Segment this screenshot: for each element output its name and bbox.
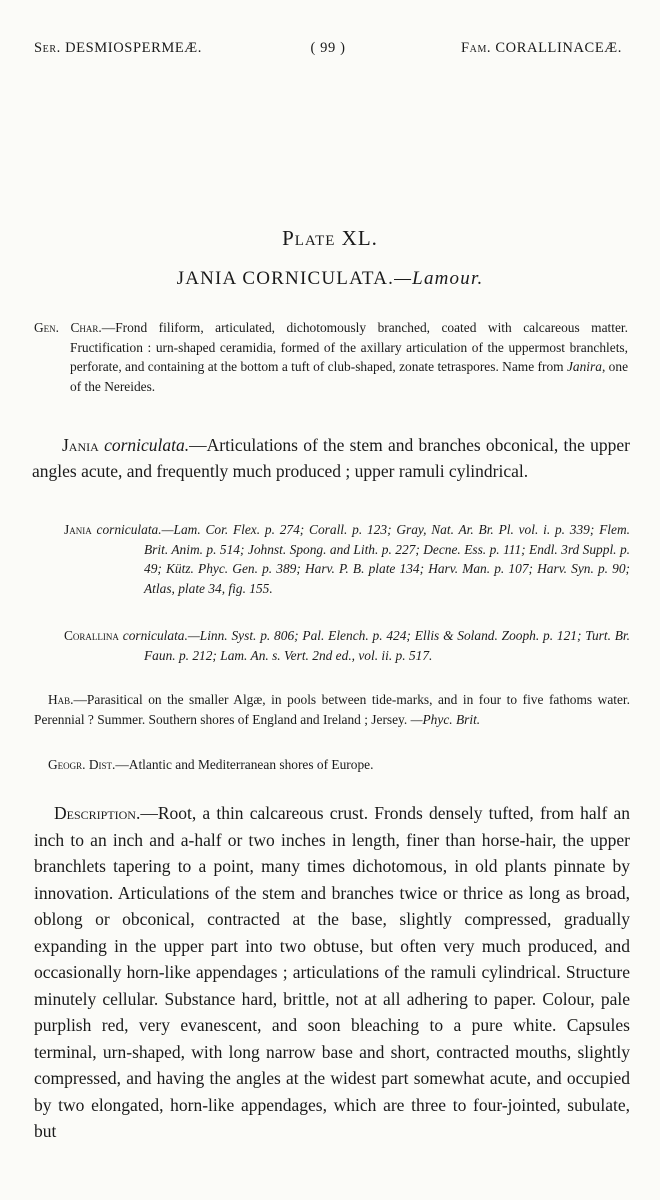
description-text: —Root, a thin calcareous crust. Fronds densely tufted, from half an inch to an inch and a-half or two inches in length, finer than horse-hair, the upper branchlets tapering to a point, many times dichotomous, in old plants pinnate by innovation. Articulations of the stem and branches twice or thrice as long as broad, oblong or obconical, contracted at the base, slightly compressed, gradually expanding in the upper part into two obtuse, but often very much produced, and occasionally horn-like appendages ; articulations of the ramuli cylindrical. Structure minutely cellular. Substance hard, brittle, not at all adhering to paper. Colour, pale purplish red, very evanescent, and soon bleaching to a pure white. Capsules terminal, urn-shaped, with long narrow base and short, contracted mouths, slightly compressed, and having the angles at the widest part somewhat acute, and occupied by two elongated, horn-like appendages, which are three to four-jointed, subulate, but xyxy=(34,803,630,1141)
geographic-distribution xyxy=(34,755,630,775)
habitat-label: Hab. xyxy=(48,692,74,707)
synonymy-entry xyxy=(34,626,630,665)
habitat-source: —Phyc. Brit. xyxy=(410,711,481,727)
synonym-references: —Linn. Syst. p. 806; Pal. Elench. p. 424; Ellis & Soland. Zooph. p. 121; Turt. Br. Faun. p. 212; Lam. An. s. Vert. 2nd ed., vol. ii. p. 517. xyxy=(144,628,630,663)
header-series: Ser. DESMIOSPERMEÆ. xyxy=(34,40,203,56)
synonym-references: —Lam. Cor. Flex. p. 274; Corall. p. 123; Gray, Nat. Ar. Br. Pl. vol. i. p. 339; Flem. Brit. Anim. p. 514; Johnst. Spong. and Lith. p. 227; Decne. Ess. p. 111; Endl. 3rd Suppl. p. 49; Kütz. Phyc. Gen. p. 389; Harv. P. B. plate 134; Harv. Man. p. 107; Harv. Syn. p. 90; Atlas, plate 34, fig. 155. xyxy=(144,522,630,596)
gen-char-text: —Frond filiform, articulated, dichotomously branched, coated with calcareous matter. Fructification : urn-shaped ceramidia, formed of the axillary articulation of the uppermost branchlets, perforate, and containing at the bottom a tuft of club-shaped, zonate tetraspores. Name from xyxy=(70,320,628,374)
geography-label: Geogr. Dist. xyxy=(48,757,116,772)
generic-characters xyxy=(34,318,628,396)
diagnosis-text: —Articulations of the stem and branches obconical, the upper angles acute, and frequently much produced ; upper ramuli cylindrical. xyxy=(32,435,631,481)
species-diagnosis xyxy=(32,432,630,484)
species-authority: —Lamour. xyxy=(394,268,484,289)
header-family: Fam. CORALLINACEÆ. xyxy=(460,40,622,56)
gen-char-text-end: , one of the Nereides. xyxy=(70,359,629,394)
diagnosis-genus: Jania xyxy=(62,435,99,455)
diagnosis-species: corniculata. xyxy=(104,435,190,455)
synonym-species: corniculata. xyxy=(96,522,162,537)
plate-label: Plate XL. xyxy=(282,226,378,250)
synonym-genus: Corallina xyxy=(64,628,119,643)
gen-char-label: Gen. Char. xyxy=(34,320,102,335)
running-head xyxy=(34,40,622,62)
description-label: Description. xyxy=(54,803,141,823)
synonymy-entry xyxy=(34,520,630,598)
species-name: JANIA CORNICULATA. xyxy=(176,268,395,289)
description xyxy=(34,800,630,1145)
synonym-genus: Jania xyxy=(64,522,92,537)
synonym-species: corniculata. xyxy=(122,628,188,643)
species-title xyxy=(0,268,660,290)
geography-text: —Atlantic and Mediterranean shores of Europe. xyxy=(115,757,374,772)
habitat-text: —Parasitical on the smaller Algæ, in pools between tide-marks, and in four to five fathoms water. Perennial ? Summer. Southern shores of England and Ireland ; Jersey. xyxy=(34,692,630,727)
gen-char-name-ref: Janira xyxy=(566,359,602,374)
page-number: ( 99 ) xyxy=(310,40,346,56)
habitat xyxy=(34,690,630,729)
